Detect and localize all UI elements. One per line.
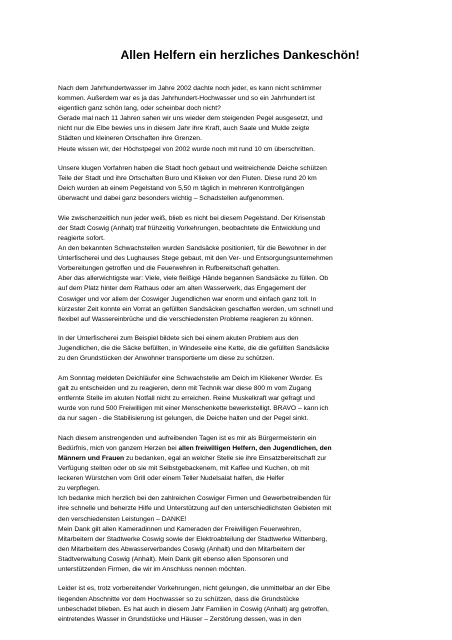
paragraph-text: Wie zwischenzeitlich nun jeder weiß, blieb es nicht bei diesem Pegelstand. Der Krisenstab der Stadt Coswig (Anhalt) traf frühzeitig Vorkehrungen, beobachtete die Entwicklung und reagierte sofort. An den bekannten Schwachstellen wurden Sandsäcke positioniert, für die Bewohner in der Unterfischerei und des Lughauses Stege gebaut, mit den Ver- und Entsorgungsunternehmen Vorbereitungen getroffen und die Feuerwehren in Rufbereitschaft gehalten. Aber das allerwichtigste war: Viele, viele fleißige Hände begannen Sandsäcke zu füllen. Ob auf dem Platz hinter dem Rathaus oder am alten Wasserwerk, das Engagement der Coswiger und vor allem der Coswiger Jugendlichen war enorm und einfach ganz toll. In kürzester Zeit konnte ein Vorrat an gefüllten Sandsäcken geschaffen werden, um schnell und flexibel auf Wassereinbrüche und die verschiedensten Probleme reagieren zu können. xyxy=(58,214,333,323)
paragraph-text: Leider ist es, trotz vorbereitender Vorkehrungen, nicht gelungen, die unmittelbar an der Elbe liegenden Abschnitte vor dem Hochwasser so zu schützen, dass die Grundstücke unbeschadet blieben. Es hat auch in diesem Jahr Familien in Coswig (Anhalt) arg getroffen, eintretendes Wasser in Grundstücke und Häuser – Zerstörung dessen, was in den xyxy=(58,585,331,623)
paragraph-text: Nach dem Jahrhundertwasser im Jahre 2002 dachte noch jeder, es kann nicht schlimmer kommen. Außerdem war es ja das Jahrhundert-Hochwasser und so ein Jahrhundert ist eigentlich ganz schön lang, oder scheinbar doch nicht? Gerade mal nach 11 Jahren sahen wir uns wieder dem steigenden Pegel ausgesetzt, und nicht nur die Elbe bewies uns in diesem Jahr ihre Kraft, auch Saale und Mulde zeigte Städten und kleineren Ortschaften ihre Grenzen. Heute wissen wir, der Höchstpegel von 2002 wurde noch mit rund 10 cm überschritten. xyxy=(58,85,323,153)
paragraph-4 xyxy=(58,334,414,364)
paragraph-1 xyxy=(58,84,414,155)
paragraph-3 xyxy=(58,214,414,325)
paragraph-7 xyxy=(58,584,414,624)
paragraph-2 xyxy=(58,164,414,204)
paragraph-text: Unsere klugen Vorfahren haben die Stadt hoch gebaut und weitreichende Deiche schützen Teile der Stadt und ihre Ortschaften Buro und Klieken vor den Fluten. Diese rund 20 km Deich wurden ab einem Pegelstand von 5,50 m täglich in mehreren Kontrollgängen überwacht und dabei ganz besonders wichtig – Schadstellen aufgenommen. xyxy=(58,165,327,203)
paragraph-text: In der Unterfischerei zum Beispiel bildete sich bei einem akuten Problem aus den Jugendlichen, die die Säcke befüllten, in Windeseile eine Kette, die die gefüllten Sandsäcke zu den Grundstücken der Anwohner transportierte um diese zu schützen. xyxy=(58,335,330,363)
paragraph-6 xyxy=(58,434,414,575)
paragraph-text: Nach diesem anstrengenden und aufreibenden Tagen ist es mir als Bürgermeisterin ein Bedürfnis, mich von ganzem Herzen bei xyxy=(58,434,317,452)
paragraph-text: Am Sonntag meldeten Deichläufer eine Schwachstelle am Deich im Kliekener Werder. Es galt zu entscheiden und zu reagieren, denn mit Technik war diese 800 m vom Zugang entfernte Stelle im akuten Notfall nicht zu erreichen. Reine Muskelkraft war gefragt und wurde von rund 500 Freiwilligen mit einer Menschenkette bewerkstelligt. BRAVO – kann ich da nur sagen - die Stabilisierung ist gelungen, die Deiche halten und der Pegel sinkt. xyxy=(58,374,329,423)
document-title: Allen Helfern ein herzliches Dankeschön! xyxy=(120,48,360,62)
paragraph-bold-text: allen freiwilligen Helfern, den Jugendlichen, den Männern und Frauen xyxy=(58,444,332,462)
paragraph-text: zu bedanken, egal an welcher Stelle sie ihre Einsatzbereitschaft zur Verfügung stellten oder ob sie mit Selbstgebackenem, mit Kaffee und Kuchen, ob mit leckeren Würstchen vom Grill oder einem Teller Nudelsalat halfen, die Helfer zu verpflegen. Ich bedanke mich herzlich bei den zahlreichen Coswiger Firmen und Gewerbetreibenden für ihre schnelle und beherzte Hilfe und Unterstützung auf den unterschiedlichsten Gebieten mit den verschiedensten Leistungen – DANKE! Mein Dank gilt allen Kameradinnen und Kameraden der Freiwilligen Feuerwehren, Mitarbeitern der Stadtwerke Coswig sowie der Elektroabteilung der Stadtwerke Wittenberg, den Mitarbeitern des Abwasserverbandes Coswig (Anhalt) und den Mitarbeitern der Stadtverwaltung Coswig (Anhalt). Mein Dank gilt ebenso allen Sponsoren und unterstützenden Firmen, die wir im Anschluss nennen möchten. xyxy=(58,454,332,573)
paragraph-5 xyxy=(58,374,414,424)
